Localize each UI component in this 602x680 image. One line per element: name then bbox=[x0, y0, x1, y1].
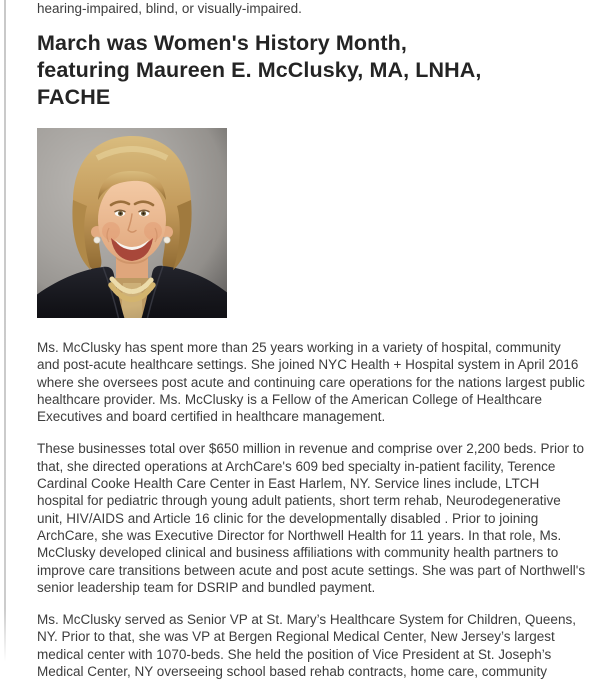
paragraph-line: Medical Center, NY overseeing school based rehab contracts, home care, community bbox=[37, 664, 548, 680]
article-title-line: FACHE bbox=[37, 85, 111, 109]
previous-paragraph-fragment: hearing-impaired, blind, or visually-impaired. bbox=[37, 1, 302, 16]
paragraph-line: Ms. McClusky served as Senior VP at St. Mary’s Healthcare System for Children, Queens, bbox=[37, 612, 576, 628]
paragraph-line: medical center with 1070-beds. She held the position of Vice President at St. Joseph’s bbox=[37, 646, 552, 662]
paragraph-line: senior leadership team for DSRIP and bundled payment. bbox=[37, 579, 376, 595]
paragraph-line: and post-acute healthcare settings. She joined NYC Health + Hospital system in April 2016 bbox=[37, 357, 579, 373]
paragraph-line: where she oversees post acute and continuing care operations for the nations largest public bbox=[37, 374, 585, 390]
article-paragraph bbox=[37, 339, 585, 425]
paragraph-line: hospital for pediatric through young adult patients, short term rehab, Neurodegenerative bbox=[37, 493, 561, 509]
paragraph-line: McClusky developed clinical and business affiliations with community health partners to bbox=[37, 545, 559, 561]
article-paragraph bbox=[37, 611, 577, 680]
portrait-photo bbox=[37, 128, 227, 318]
paragraph-line: that, she directed operations at ArchCare's 609 bed specialty in-patient facility, Terence bbox=[37, 458, 556, 474]
paragraph-line: NY. Prior to that, she was VP at Bergen Regional Medical Center, New Jersey’s largest bbox=[37, 629, 555, 645]
article-paragraph bbox=[37, 440, 586, 596]
paragraph-line: ArchCare, she was Executive Director for Northwell Health for 11 years. In that role, Ms. bbox=[37, 527, 562, 543]
article-content bbox=[37, 0, 586, 680]
paragraph-line: improve care transitions between acute and post acute settings. She was part of Northwell's bbox=[37, 562, 586, 578]
article-title-line: featuring Maureen E. McClusky, MA, LNHA, bbox=[37, 58, 482, 82]
paragraph-line: These businesses total over $650 million in revenue and comprise over 2,200 beds. Prior to bbox=[37, 441, 585, 457]
paragraph-line: unit, HIV/AIDS and Article 16 clinic for the developmentally disabled . Prior to joining bbox=[37, 510, 539, 526]
article-title bbox=[37, 30, 577, 111]
article-title-line: March was Women's History Month, bbox=[37, 31, 407, 55]
paragraph-line: Executives and board certified in healthcare management. bbox=[37, 409, 386, 425]
paragraph-line: healthcare provider. Ms. McClusky is a Fellow of the American College of Healthcare bbox=[37, 391, 542, 407]
left-rule bbox=[4, 0, 6, 662]
paragraph-line: Ms. McClusky has spent more than 25 years working in a variety of hospital, community bbox=[37, 340, 561, 355]
paragraph-line: Cardinal Cooke Health Care Center in East Harlem, NY. Service lines include, LTCH bbox=[37, 476, 540, 492]
